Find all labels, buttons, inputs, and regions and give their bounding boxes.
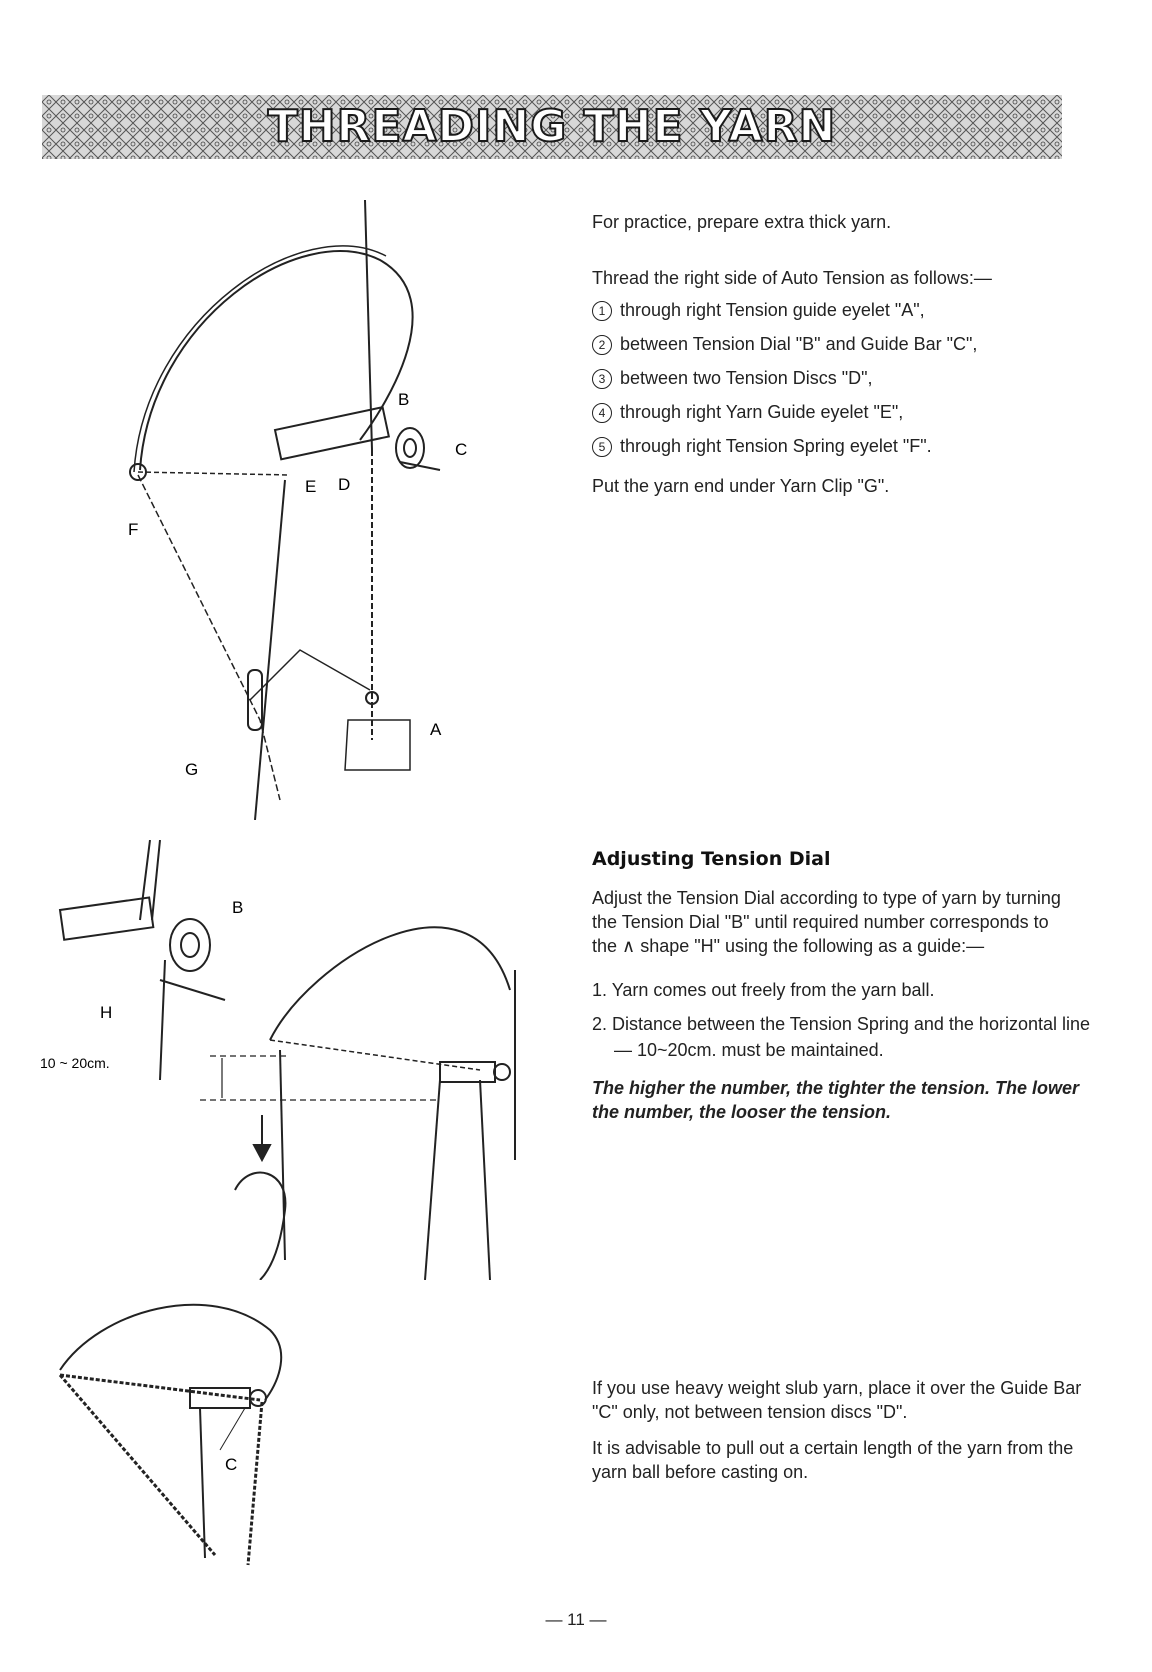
step-1	[592, 298, 925, 322]
guide-item-1: 1. Yarn comes out freely from the yarn ball.	[592, 980, 935, 1000]
step-text: through right Tension Spring eyelet "F".	[620, 436, 932, 456]
label-e: E	[305, 477, 317, 496]
step-text: through right Tension guide eyelet "A",	[620, 300, 925, 320]
step-number: 5	[592, 437, 612, 457]
pull-yarn-note: It is advisable to pull out a certain length of the yarn from the yarn ball before casting on.	[592, 1438, 1074, 1482]
label-b: B	[398, 390, 410, 409]
label-a: A	[430, 720, 442, 739]
step-4	[592, 400, 903, 424]
label-b: B	[232, 898, 244, 917]
label-f: F	[128, 520, 139, 539]
step-number: 2	[592, 335, 612, 355]
step-number: 1	[592, 301, 612, 321]
step-5	[592, 434, 932, 458]
threading-diagram	[110, 200, 530, 820]
step-text: between two Tension Discs "D",	[620, 368, 873, 388]
tension-distance-diagram	[40, 840, 540, 1280]
thread-intro: Thread the right side of Auto Tension as follows:—	[592, 268, 992, 288]
tension-emphasis: The higher the number, the tighter the tension. The lower the number, the looser the tension.	[592, 1078, 1080, 1122]
yarn-clip-note: Put the yarn end under Yarn Clip "G".	[592, 476, 890, 496]
label-g: G	[185, 760, 199, 779]
title-banner	[42, 95, 1062, 159]
step-text: between Tension Dial "B" and Guide Bar "C",	[620, 334, 978, 354]
label-d: D	[338, 475, 351, 494]
distance-label: 10 ~ 20cm.	[40, 1055, 110, 1071]
page-number: — 11 —	[545, 1610, 607, 1629]
step-text: through right Yarn Guide eyelet "E",	[620, 402, 904, 422]
label-h: H	[100, 1003, 113, 1022]
label-c: C	[455, 440, 468, 459]
slub-yarn-diagram	[40, 1290, 300, 1570]
step-number: 4	[592, 403, 612, 423]
step-2	[592, 332, 977, 356]
step-3	[592, 366, 873, 390]
page-title: THREADING THE YARN	[267, 101, 837, 152]
practice-note: For practice, prepare extra thick yarn.	[592, 212, 892, 232]
section-heading: Adjusting Tension Dial	[592, 848, 831, 870]
step-number: 3	[592, 369, 612, 389]
guide-item-2: 2. Distance between the Tension Spring and the horizontal line	[592, 1014, 1090, 1034]
adjust-body: Adjust the Tension Dial according to type of yarn by turning the Tension Dial "B" until required number corresponds to the ∧ shape "H" using the following as a guide:—	[592, 888, 1061, 956]
slub-yarn-note: If you use heavy weight slub yarn, place it over the Guide Bar "C" only, not between tension discs "D".	[592, 1378, 1082, 1422]
label-c: C	[225, 1455, 238, 1474]
guide-item-2-cont: — 10~20cm. must be maintained.	[614, 1040, 884, 1060]
